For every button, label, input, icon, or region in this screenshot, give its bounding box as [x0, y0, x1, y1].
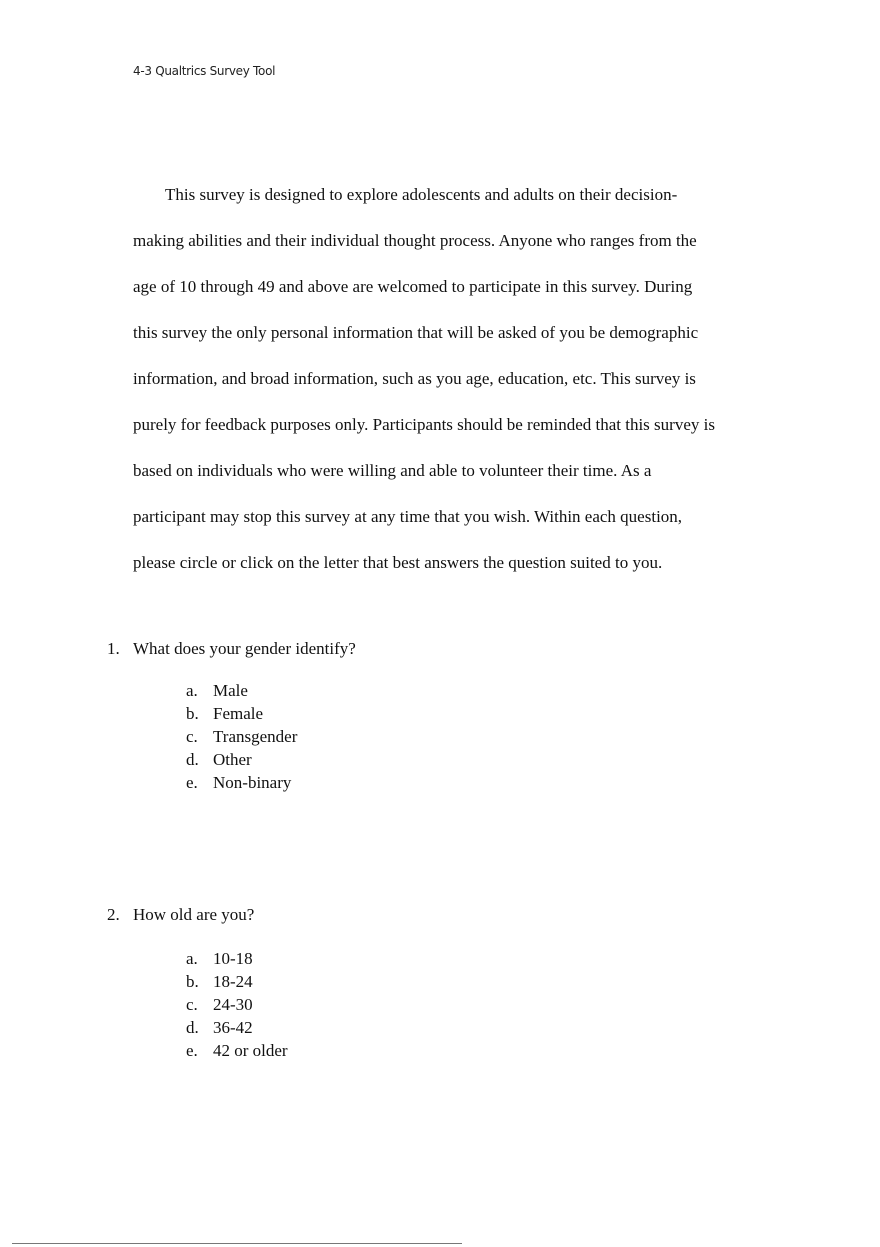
option-other[interactable]: [186, 748, 356, 771]
option-18-24[interactable]: [186, 970, 288, 993]
intro-line: purely for feedback purposes only. Participants should be reminded that this survey is: [133, 415, 715, 434]
intro-line: information, and broad information, such as you age, education, etc. This survey is: [133, 369, 696, 388]
option-letter: d.: [186, 1018, 199, 1037]
option-text: Female: [213, 704, 264, 723]
option-text: 42 or older: [213, 1041, 288, 1060]
option-letter: a.: [186, 681, 198, 700]
option-letter: b.: [186, 972, 199, 991]
option-24-30[interactable]: [186, 993, 288, 1016]
question-number: 1.: [107, 639, 120, 658]
option-36-42[interactable]: [186, 1016, 288, 1039]
option-letter: a.: [186, 949, 198, 968]
page-bottom-divider: [12, 1243, 462, 1244]
question-text: How old are you?: [133, 905, 255, 924]
intro-paragraph: [133, 183, 773, 597]
intro-line: participant may stop this survey at any time that you wish. Within each question,: [133, 507, 683, 526]
option-text: 18-24: [213, 972, 253, 991]
intro-line: please circle or click on the letter that best answers the question suited to you.: [133, 553, 663, 572]
intro-line: this survey the only personal information that will be asked of you be demographic: [133, 323, 699, 342]
option-letter: d.: [186, 750, 199, 769]
option-letter: c.: [186, 727, 198, 746]
option-female[interactable]: [186, 702, 356, 725]
question-text: What does your gender identify?: [133, 639, 356, 658]
option-non-binary[interactable]: [186, 771, 356, 794]
intro-line: based on individuals who were willing and able to volunteer their time. As a: [133, 461, 652, 480]
option-text: 36-42: [213, 1018, 253, 1037]
intro-line: age of 10 through 49 and above are welcomed to participate in this survey. During: [133, 277, 693, 296]
option-letter: c.: [186, 995, 198, 1014]
question-number: 2.: [107, 905, 120, 924]
intro-line: This survey is designed to explore adolescents and adults on their decision-: [165, 185, 678, 204]
intro-line: making abilities and their individual thought process. Anyone who ranges from the: [133, 231, 697, 250]
option-10-18[interactable]: [186, 947, 288, 970]
option-text: Non-binary: [213, 773, 292, 792]
option-text: Other: [213, 750, 252, 769]
option-letter: b.: [186, 704, 199, 723]
option-text: Male: [213, 681, 248, 700]
page-header: 4-3 Qualtrics Survey Tool: [133, 64, 276, 78]
question-1: [107, 639, 356, 794]
option-male[interactable]: [186, 679, 356, 702]
option-transgender[interactable]: [186, 725, 356, 748]
question-2: [107, 905, 288, 1062]
option-text: 10-18: [213, 949, 253, 968]
option-42-or-older[interactable]: [186, 1039, 288, 1062]
option-text: 24-30: [213, 995, 253, 1014]
option-text: Transgender: [213, 727, 298, 746]
option-letter: e.: [186, 773, 198, 792]
option-letter: e.: [186, 1041, 198, 1060]
